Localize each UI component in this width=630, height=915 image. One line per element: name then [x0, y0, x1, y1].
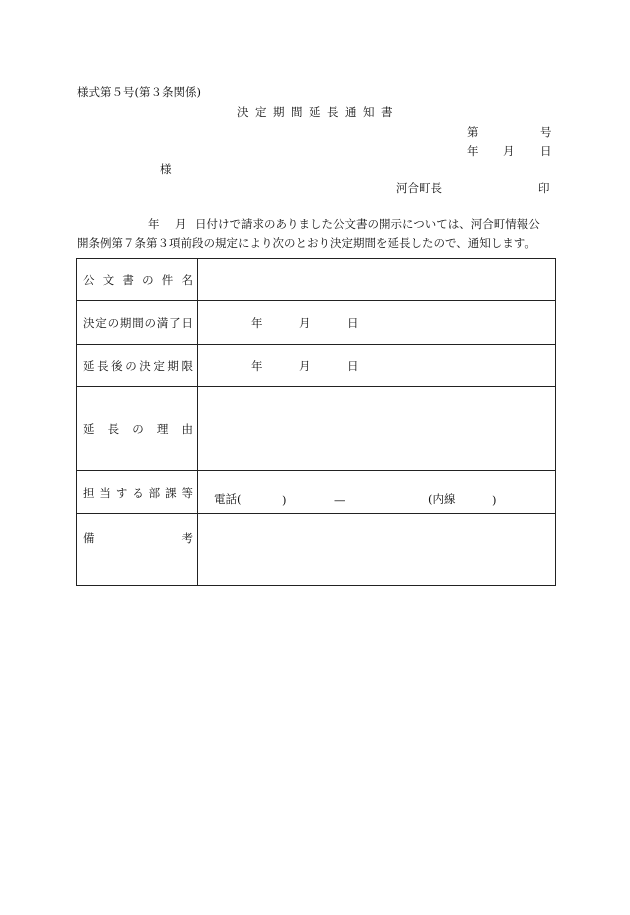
label-text: 担当する部課等 [83, 486, 193, 500]
table-row-extended-deadline [77, 345, 556, 387]
detail-table [76, 258, 556, 586]
value-extended-deadline [198, 345, 556, 387]
document-number-prefix: 第 [467, 125, 479, 139]
body-text-line-2: 開条例第７条第３項前段の規定により次のとおり決定期間を延長したので、通知します。 [77, 236, 536, 250]
value-original-deadline [198, 301, 556, 345]
issue-date-year: 年 [467, 144, 479, 158]
document-number-suffix: 号 [540, 125, 552, 139]
value-extension-reason [198, 387, 556, 471]
table-row-document-subject [77, 259, 556, 301]
original-deadline-year: 年 [251, 315, 263, 330]
body-month: 月 [175, 217, 187, 231]
table-row-department [77, 471, 556, 514]
label-text: 決定の期間の満了日 [83, 315, 193, 330]
issue-date-month: 月 [503, 144, 515, 158]
phone-close: ) [282, 493, 287, 507]
value-remarks [198, 514, 556, 586]
extension-close: ) [492, 493, 497, 507]
sender-seal: 印 [538, 181, 550, 195]
label-remarks [77, 514, 198, 586]
sender-name: 河合町長 [396, 181, 442, 195]
label-text: 延長後の決定期限 [83, 358, 193, 373]
extended-deadline-month: 月 [299, 358, 311, 373]
value-document-subject [198, 259, 556, 301]
extended-deadline-day: 日 [347, 358, 359, 373]
label-text: 延長の理由 [83, 421, 193, 436]
label-department [77, 471, 198, 514]
addressee-honorific: 様 [160, 162, 172, 176]
phone-label: 電話( [214, 492, 242, 506]
extension-label: (内線 [428, 492, 456, 506]
label-extended-deadline [77, 345, 198, 387]
label-original-deadline [77, 301, 198, 345]
label-extension-reason [77, 387, 198, 471]
body-text-rest: 日付けで請求のありました公文書の開示については、河合町情報公 [195, 217, 540, 231]
form-number: 様式第５号(第３条関係) [77, 85, 201, 99]
issue-date-day: 日 [540, 144, 552, 158]
value-department [198, 471, 556, 514]
table-row-extension-reason [77, 387, 556, 471]
label-text: 公文書の件名 [83, 272, 193, 287]
original-deadline-day: 日 [347, 315, 359, 330]
extended-deadline-year: 年 [251, 358, 263, 373]
table-row-remarks [77, 514, 556, 586]
table-row-original-deadline [77, 301, 556, 345]
document-title: 決定期間延長通知書 [237, 105, 399, 119]
label-document-subject [77, 259, 198, 301]
phone-dash: — [334, 493, 346, 507]
label-text: 備考 [83, 531, 193, 545]
body-year: 年 [148, 217, 160, 231]
original-deadline-month: 月 [299, 315, 311, 330]
